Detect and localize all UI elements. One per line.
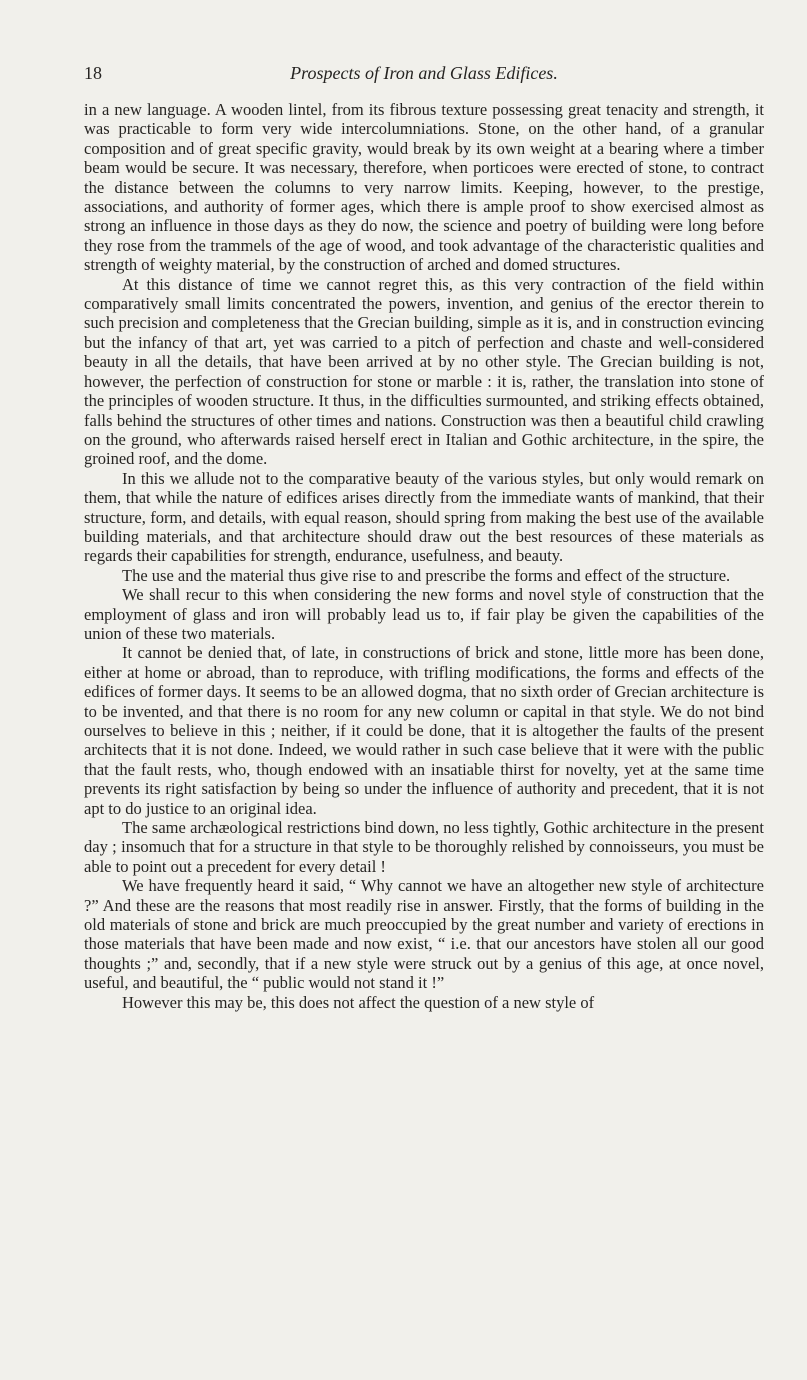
- paragraph: The use and the material thus give rise to and prescribe the forms and effect of the structure.: [122, 565, 731, 585]
- paragraph: At this distance of time we cannot regret this, as this very contraction of the field within comparatively small limits concentrated the powers, invention, and genius of the erector therein to such precision and completeness that the Grecian building, simple as it is, and in construction evincing but the infancy of that art, yet was carried to a pitch of perfection and chaste and well-considered beauty in all the details, that have been arrived at by no other style. The Grecian building is not, however, the perfection of construction for stone or marble : it is, rather, the translation into stone of the principles of wooden structure. It thus, in the difficulties surmounted, and striking effects obtained, falls behind the structures of other times and nations. Construction was then a beautiful child crawling on the ground, who afterwards raised herself erect in Italian and Gothic architecture, in the spire, the groined roof, and the dome.: [84, 274, 764, 469]
- paragraph: It cannot be denied that, of late, in constructions of brick and stone, little more has been done, either at home or abroad, than to reproduce, with trifling modifications, the forms and effects of the edifices of former days. It seems to be an allowed dogma, that no sixth order of Grecian architecture is to be invented, and that there is no room for any new column or capital in that style. We do not bind ourselves to believe in this ; neither, if it could be done, that it is altogether the faults of the present architects that it is not done. Indeed, we would rather in such case believe that it were with the public that the fault rests, who, though endowed with an insatiable thirst for novelty, yet at the same time prevents its right satisfaction by being so under the influence of authority and precedent, that it is not apt to do justice to an original idea.: [84, 643, 764, 818]
- page-header: [84, 60, 764, 86]
- page-number: 18: [84, 63, 102, 83]
- body-text: [84, 100, 764, 1012]
- paragraph: In this we allude not to the comparative beauty of the various styles, but only would remark on them, that while the nature of edifices arises directly from the immediate wants of mankind, that their structure, form, and details, with equal reason, should spring from making the best use of the available building materials, and that architecture should draw out the best resources of these materials as regards their capabilities for strength, endurance, usefulness, and beauty.: [84, 468, 764, 566]
- paragraph: However this may be, this does not affect the question of a new style of: [122, 992, 595, 1012]
- paragraph: The same archæological restrictions bind down, no less tightly, Gothic architecture in the present day ; insomuch that for a structure in that style to be thoroughly relished by connoisseurs, you must be able to point out a precedent for every detail !: [84, 818, 764, 876]
- running-title: Prospects of Iron and Glass Edifices.: [290, 63, 558, 83]
- paragraph: We have frequently heard it said, “ Why cannot we have an altogether new style of architecture ?” And these are the reasons that most readily rise in answer. Firstly, that the forms of building in the old materials of stone and brick are much preoccupied by the great number and variety of erections in those materials that have been made and now exist, “ i.e. that our ancestors have stolen all our good thoughts ;” and, secondly, that if a new style were struck out by a genius of this age, at once novel, useful, and beautiful, the “ public would not stand it !”: [84, 876, 764, 993]
- paragraph: We shall recur to this when considering the new forms and novel style of construction that the employment of glass and iron will probably lead us to, if fair play be given the capabilities of the union of these two materials.: [84, 585, 764, 643]
- paragraph: in a new language. A wooden lintel, from its fibrous texture possessing great tenacity and strength, it was practicable to form very wide intercolumniations. Stone, on the other hand, of a granular composition and of great specific gravity, would break by its own weight at a bearing where a timber beam would be secure. It was necessary, therefore, when porticoes were erected of stone, to contract the distance between the columns to very narrow limits. Keeping, however, to the prestige, associations, and authority of former ages, which there is ample proof to show exercised almost as strong an influence in those days as they do now, the science and poetry of building were long before they rose from the trammels of the age of wood, and took advantage of the characteristic qualities and strength of weighty material, by the construction of arched and domed structures.: [84, 100, 764, 275]
